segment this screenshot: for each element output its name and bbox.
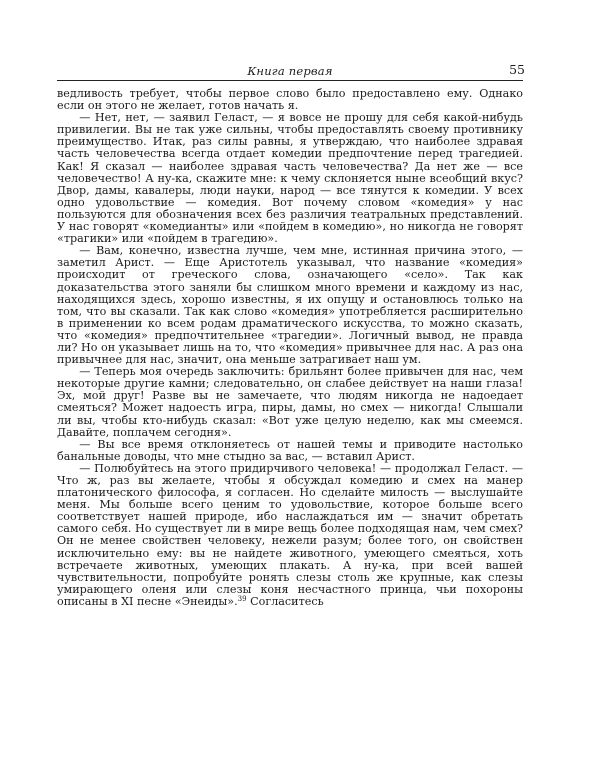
footnote-reference[interactable]: 39: [237, 594, 247, 603]
running-title: Книга первая: [247, 64, 333, 78]
paragraph-text: — Полюбуйтесь на этого придирчивого человека! — продолжал Геласт. — Что ж, раз вы желаете, чтобы я обсуждал комедию и смех на манер платонического философа, я согласен. Но сделайте милость — выслушайте меня. Мы больше всего ценим то удовольствие, которое больше всего соответствует нашей природе, ибо наслаждаться им — значит обретать самого себя. Но существует ли в мире вещь более подходящая нам, чем смех? Он не менее свойствен человеку, нежели разум; более того, он свойствен исключительно ему: вы не найдете животного, умеющего смеяться, хоть встречаете животных, умеющих плакать. А ну-ка, при всей вашей чувствительности, попробуйте ронять слезы столь же крупные, как слезы умирающего оленя или слезы коня несчастного принца, чьи похороны описаны в XI песне «Энеиды».: [57, 461, 523, 608]
paragraph: ведливость требует, чтобы первое слово было предоставлено ему. Однако если он этого не желает, готов начать я.: [57, 87, 523, 113]
paragraph: — Вам, конечно, известна лучше, чем мне, истинная причина этого, — заметил Арист. — Еще Аристотель указывал, что название «комедия» происходит от греческого слова, означающего «село». Так как доказательства этого заняли бы слишком много времени и каждому из нас, находящихся здесь, хорошо известны, я их опущу и остановлюсь только на том, что вы сказали. Так как слово «комедия» употребляется расширительно в применении ко всем родам драматического искусства, то можно сказать, что «комедия» предпочтительнее «трагедии». Логичный вывод, не правда ли? Но он указывает лишь на то, что «комедия» привычнее для нас. А раз она привычнее для нас, значит, она меньше затрагивает наш ум.: [57, 244, 523, 367]
page-number: 55: [509, 62, 525, 77]
paragraph: [57, 463, 523, 608]
running-header: [57, 56, 523, 81]
paragraph: — Вы все время отклоняетесь от нашей темы и приводите настолько банальные доводы, что мне стыдно за вас, — вставил Арист.: [57, 437, 523, 463]
paragraph-continuation: Согласитесь: [250, 594, 324, 608]
body-text: [57, 88, 523, 608]
paragraph: — Нет, нет, — заявил Геласт, — я вовсе не прошу для себя какой-нибудь привилегии. Вы не так уже сильны, чтобы предоставлять своему противнику преимущество. Итак, раз силы равны, я утверждаю, что наиболее здравая часть человечества всегда отдает комедии предпочтение перед трагедией. Как! Я сказал — наиболее здравая часть человечества? Да нет же — все человечество! А ну-ка, скажите мне: к чему склоняется ныне всеобщий вкус? Двор, дамы, кавалеры, люди науки, народ — все тянутся к комедии. У всех одно удовольствие — комедия. Вот почему словом «комедия» у нас пользуются для обозначения всех без различия театральных представлений. У нас говорят «комедианты» или «пойдем в комедию», но никогда не говорят «трагики» или «пойдем в трагедию».: [57, 111, 523, 246]
paragraph: — Теперь моя очередь заключить: брильянт более привычен для нас, чем некоторые другие камни; следовательно, он слабее действует на наши глаза! Эх, мой друг! Разве вы не замечаете, что людям никогда не надоедает смеяться? Может надоесть игра, пиры, дамы, но смех — никогда! Слышали ли вы, чтобы кто-нибудь сказал: «Вот уже целую неделю, как мы смеемся. Давайте, поплачем сегодня».: [57, 365, 523, 439]
